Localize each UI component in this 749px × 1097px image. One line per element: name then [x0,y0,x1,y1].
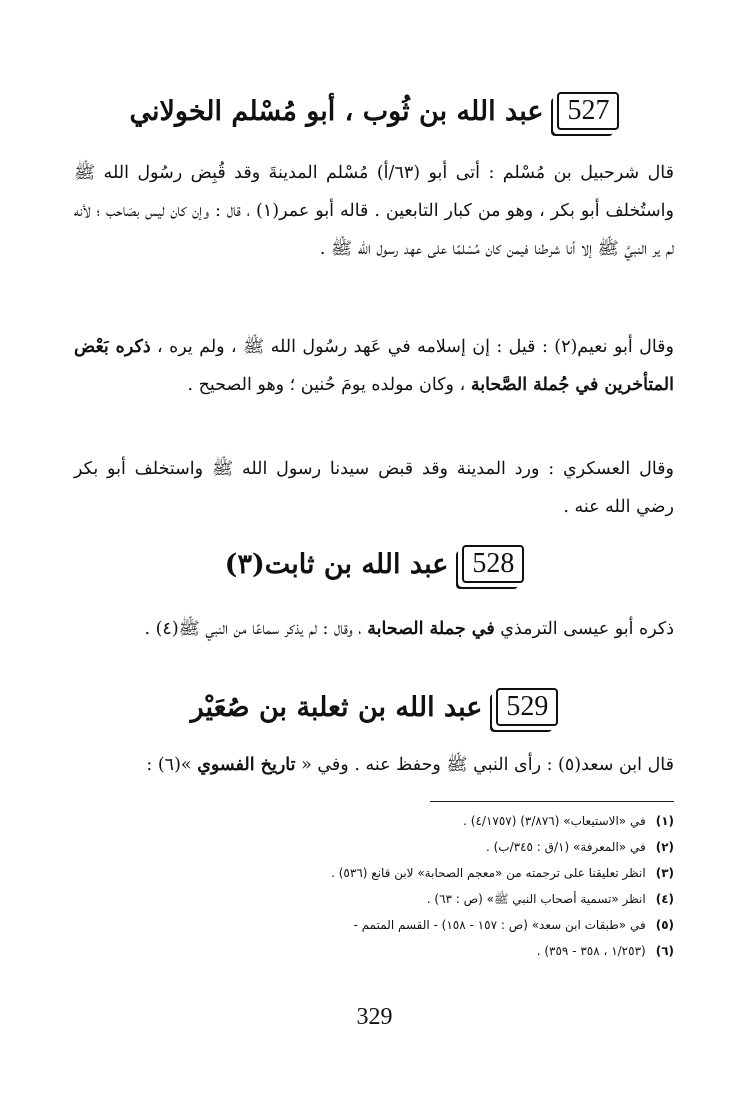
entry-number-box: 529 [496,688,558,726]
footnote-number: (١) [655,814,674,828]
entry-527-paragraph-1: قال شرحبيل بن مُسْلم : أتى أبو (٦٣/أ) مُسْلم المدينةَ وقد قُبِض رسُول الله ﷺ واستُخلف أبو بكر ، وهو من كبار التابعين . قاله أبو عمر(١) ، قال : وإن كان ليس بصَاحب ؛ لأنه لم ير النبيَّ ﷺ إلا أنا شرطنا فيمن كان مُسْلمًا على عهد رسول الله ﷺ . [74,163,674,259]
footnote-text: في «المعرفة» (١/ق : ٣٤٥/ب) . [485,840,646,854]
entry-title: عبد الله بن ثابت(٣) [224,548,449,580]
footnote [130,938,674,964]
footnote-number: (٢) [655,840,674,854]
footnote [130,860,674,886]
footnote-text: انظر تعليقنا على ترجمته من «معجم الصحابة» لابن قانع (٥٣٦) . [331,866,646,880]
paragraph-text: وقال أبو نعيم(٢) : قيل : إن إسلامه في عَهد رسُول الله ﷺ ، ولم يره ، [157,337,674,357]
page-number: 329 [356,1004,393,1030]
paragraph-text: قال ابن سعد(٥) : رأى النبي ﷺ وحفظ عنه . وفي « [301,755,674,775]
footnote [130,886,674,912]
entry-527-paragraph-2 [74,328,674,404]
bold-phrase: ذكره بَعْض المتأخرين في جُملة الصَّحابة [74,337,674,395]
entry-title: عبد الله بن ثعلبة بن صُعَيْر [190,691,483,723]
footnote-text: انظر «تسمية أصحاب النبي ﷺ» (ص : ٦٣) . [426,892,646,906]
footnote [130,808,674,834]
entry-528-heading [0,545,749,583]
entry-number-box: 527 [557,92,619,130]
entry-528-paragraph [74,610,674,648]
entry-529-heading [0,688,749,726]
footnote-number: (٤) [655,892,674,906]
footnote-text: (١/٢٥٣ ، ٣٥٨ - ٣٥٩) . [536,944,646,958]
paragraph-text: ، وقال : لم يذكر سماعًا من النبي ﷺ(٤) . [144,619,362,639]
paragraph-text: ، وكان مولده يومَ حُنين ؛ وهو الصحيح . [187,375,466,395]
footnotes [130,808,674,964]
footnote-text: في «الاستيعاب» (٣/٨٧٦) (٤/١٧٥٧) . [463,814,646,828]
bold-phrase: تاريخ الفسوي [197,755,296,775]
footnote-divider [430,801,674,802]
footnote-number: (٥) [655,918,674,932]
paragraph-text: ذكره أبو عيسى الترمذي [500,619,674,639]
entry-number-box: 528 [462,545,524,583]
entry-529-paragraph [74,746,674,784]
bold-phrase: في جملة الصحابة [367,619,495,639]
entry-527-heading [0,92,749,130]
entry-title: عبد الله بن ثُوب ، أبو مُسْلم الخولاني [129,95,544,127]
footnote-number: (٣) [655,866,674,880]
footnote [130,912,674,938]
footnote-number: (٦) [655,944,674,958]
entry-527-paragraph-3: وقال العسكري : ورد المدينة وقد قبض سيدنا رسول الله ﷺ واستخلف أبو بكر رضي الله عنه . [74,459,674,517]
footnote [130,834,674,860]
footnote-text: في «طبقات ابن سعد» (ص : ١٥٧ - ١٥٨) - القسم المتمم - [353,918,646,932]
paragraph-text: »(٦) : [146,755,192,775]
